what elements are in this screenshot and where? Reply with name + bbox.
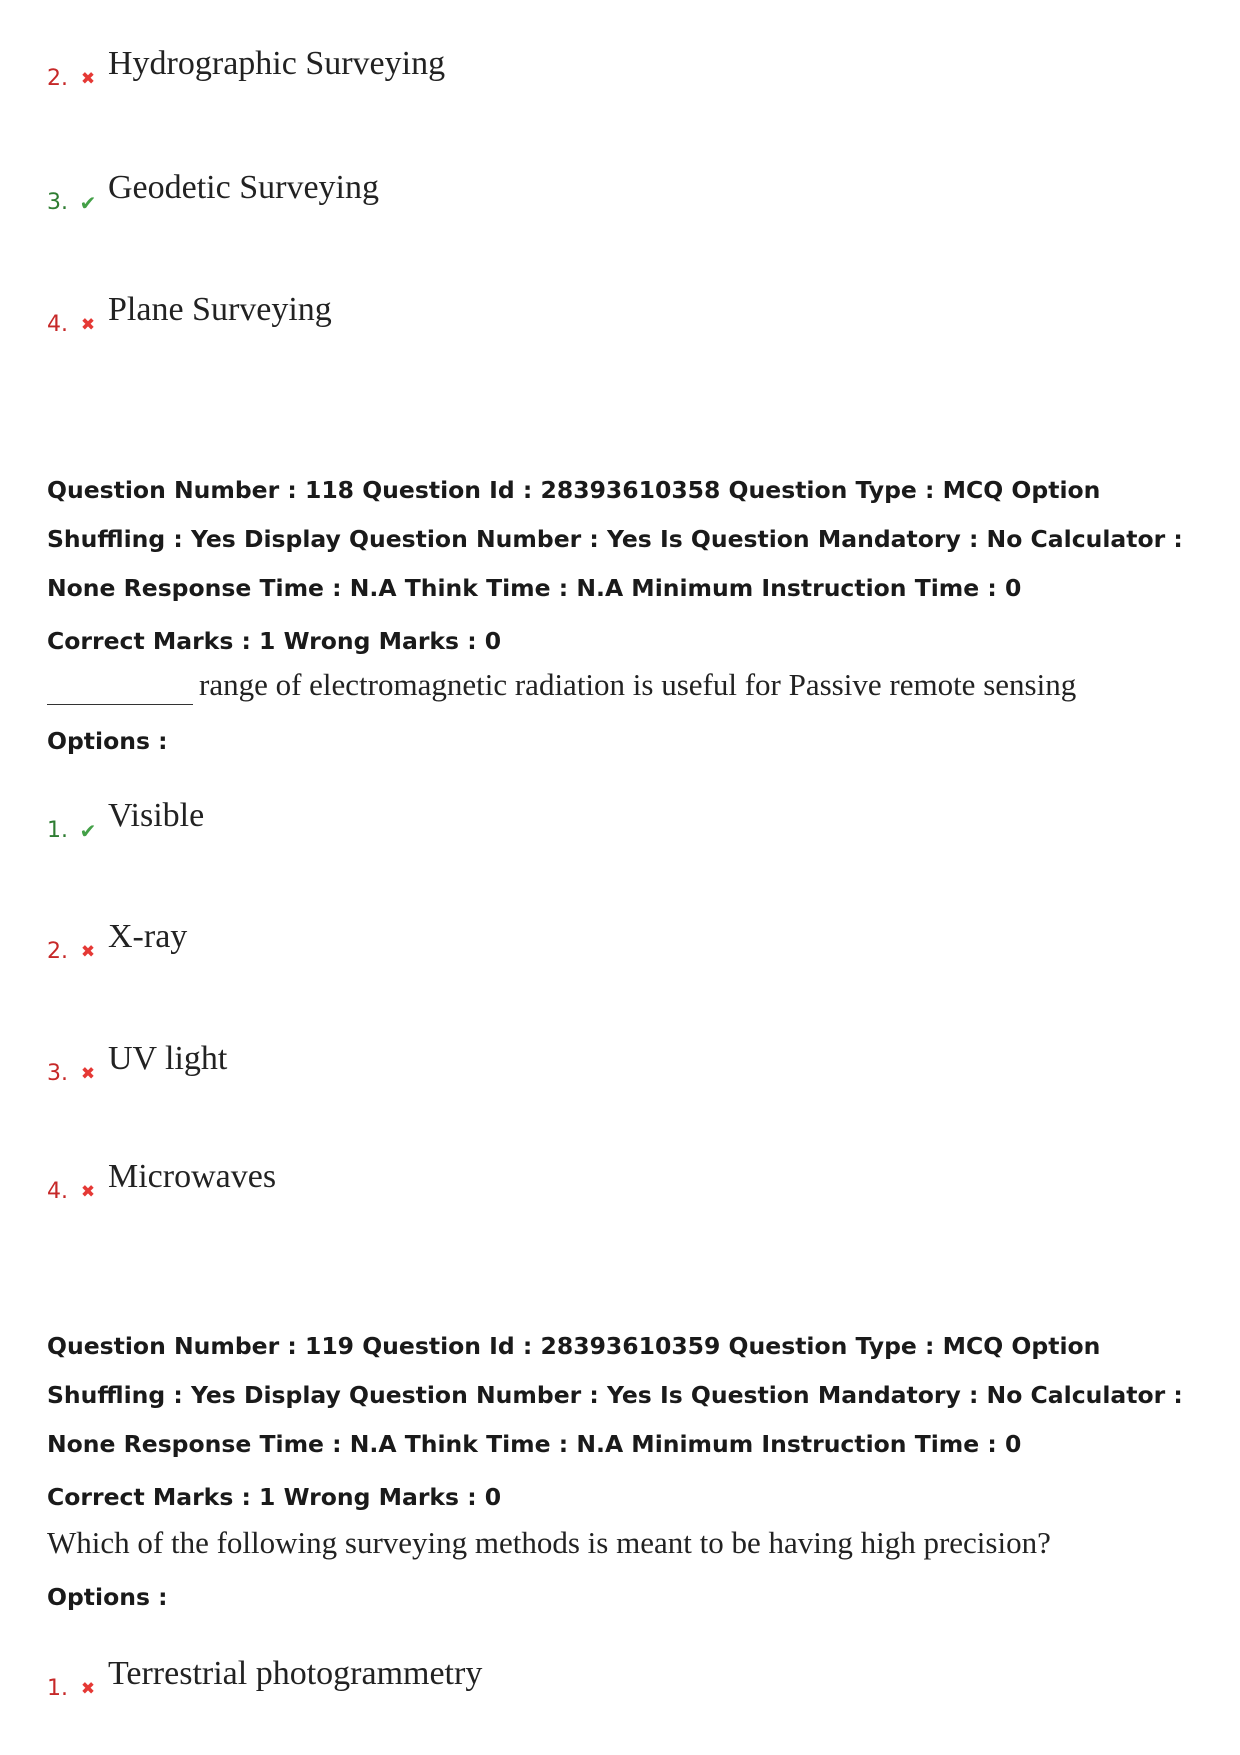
option-number: 4.	[47, 312, 68, 337]
cross-icon: ✖	[80, 1182, 96, 1202]
cross-icon: ✖	[80, 942, 96, 962]
option-text: Terrestrial photogrammetry	[108, 1655, 483, 1692]
question-meta: Question Number : 118 Question Id : 28393610358 Question Type : MCQ Option Shuffling : Yes Display Question Number : Yes Is Question Mandatory : No Calculator : None Response Time : N.A Think Time : N.A Minimum Instruction Time : 0	[47, 476, 1183, 602]
option-row	[47, 1655, 483, 1702]
option-number: 4.	[47, 1179, 68, 1204]
option-number: 1.	[47, 1676, 68, 1701]
option-number: 1.	[47, 818, 68, 843]
question-text	[47, 665, 1076, 705]
cross-icon: ✖	[80, 315, 96, 335]
option-row	[47, 1158, 277, 1205]
option-text: Microwaves	[108, 1158, 277, 1195]
option-row	[47, 797, 205, 844]
option-row	[47, 918, 188, 965]
cross-icon: ✖	[80, 1679, 96, 1699]
option-text: Hydrographic Surveying	[108, 45, 446, 82]
fill-blank	[47, 674, 193, 705]
check-icon: ✔	[79, 819, 97, 843]
option-text: UV light	[108, 1040, 228, 1077]
option-number: 3.	[47, 190, 68, 215]
options-label: Options :	[47, 727, 168, 755]
option-row	[47, 169, 379, 216]
option-number: 2.	[47, 939, 68, 964]
marks-line: Correct Marks : 1 Wrong Marks : 0	[47, 627, 502, 655]
cross-icon: ✖	[80, 69, 96, 89]
option-text: X-ray	[108, 918, 188, 955]
option-text: Geodetic Surveying	[108, 169, 379, 206]
option-number: 3.	[47, 1061, 68, 1086]
option-row	[47, 1040, 228, 1087]
check-icon: ✔	[79, 191, 97, 215]
question-body: range of electromagnetic radiation is useful for Passive remote sensing	[199, 667, 1077, 702]
option-text: Plane Surveying	[108, 291, 332, 328]
question-text: Which of the following surveying methods is meant to be having high precision?	[47, 1525, 1051, 1560]
cross-icon: ✖	[80, 1064, 96, 1084]
question-meta: Question Number : 119 Question Id : 28393610359 Question Type : MCQ Option Shuffling : Yes Display Question Number : Yes Is Question Mandatory : No Calculator : None Response Time : N.A Think Time : N.A Minimum Instruction Time : 0	[47, 1332, 1183, 1458]
option-number: 2.	[47, 66, 68, 91]
options-label: Options :	[47, 1583, 168, 1611]
option-text: Visible	[108, 797, 205, 834]
option-row	[47, 45, 446, 92]
marks-line: Correct Marks : 1 Wrong Marks : 0	[47, 1483, 502, 1511]
option-row	[47, 291, 332, 338]
